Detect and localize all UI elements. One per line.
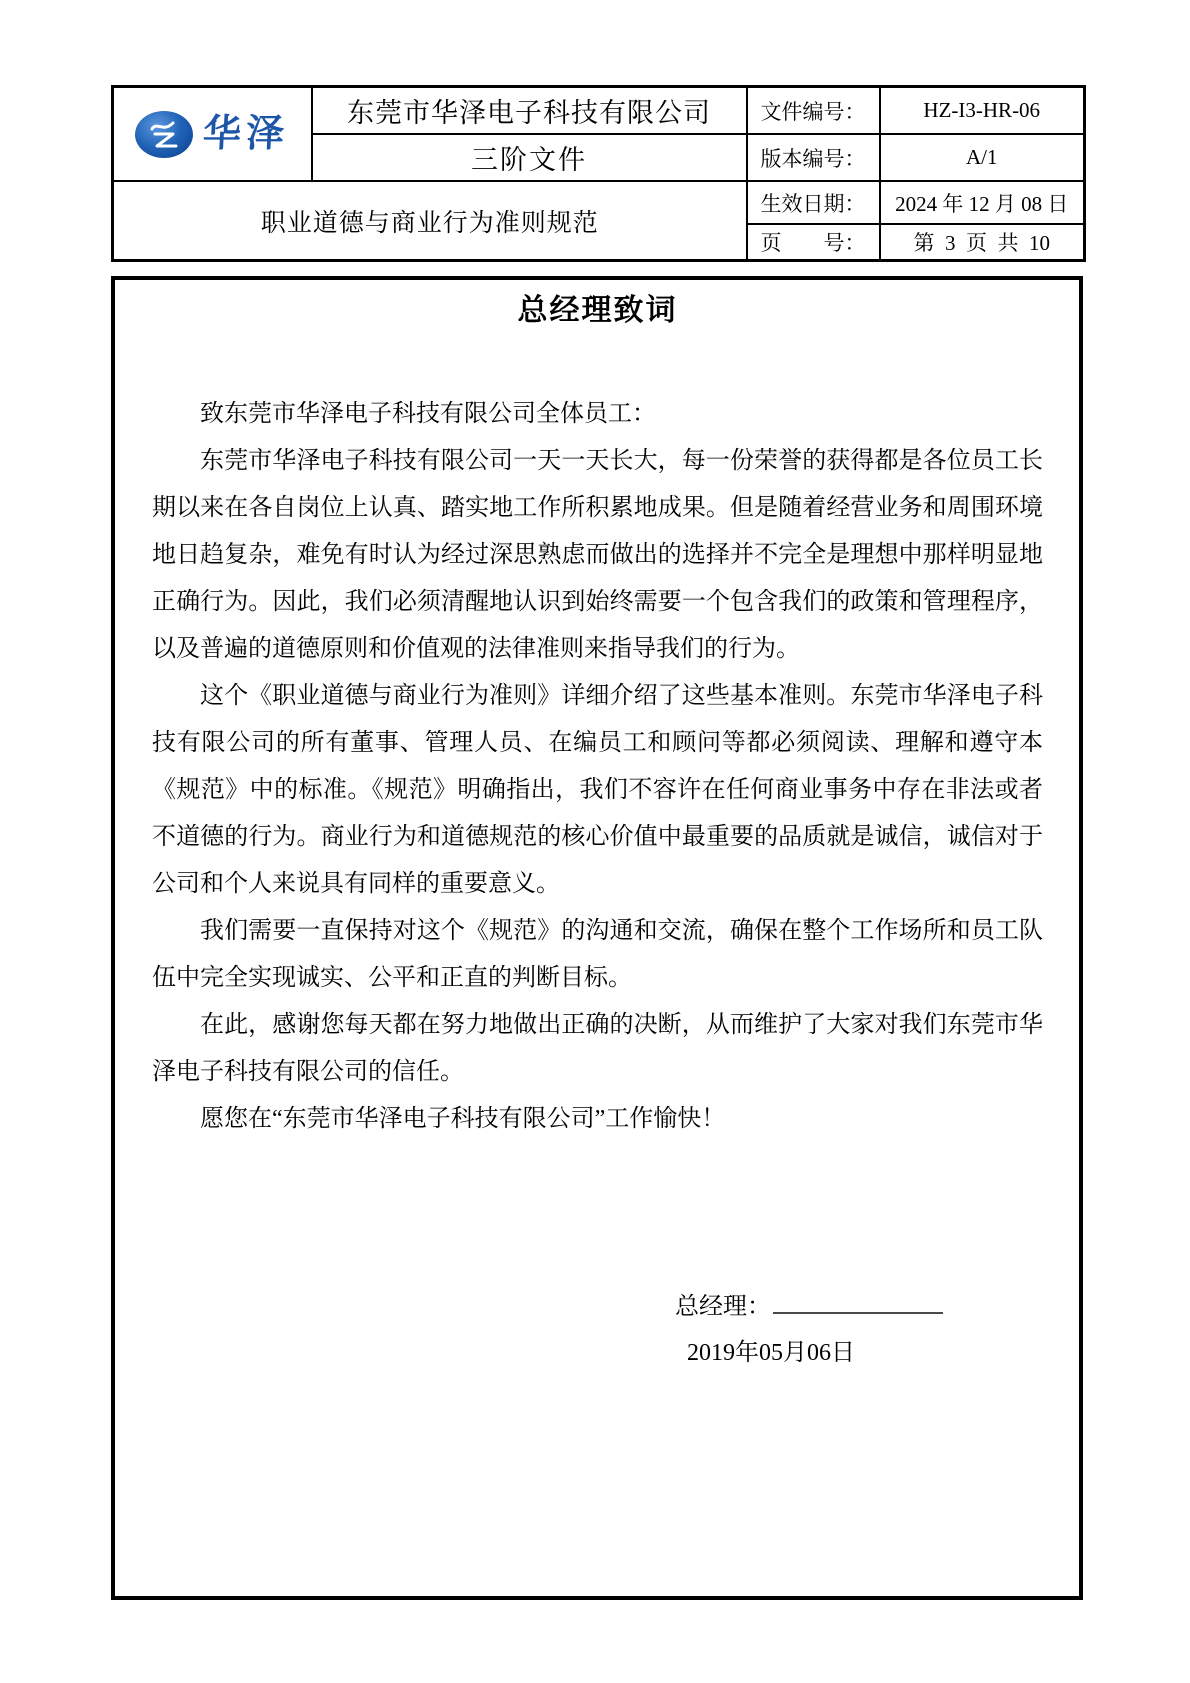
paragraph: 在此，感谢您每天都在努力地做出正确的决断，从而维护了大家对我们东莞市华泽电子科技有限公司的信任。 bbox=[152, 1012, 1043, 1085]
content-inner bbox=[115, 280, 1079, 1143]
salutation: 致东莞市华泽电子科技有限公司全体员工： bbox=[200, 401, 656, 427]
company-logo bbox=[114, 88, 311, 180]
page-number-label: 页 号： bbox=[747, 224, 880, 261]
doc-level: 三阶文件 bbox=[312, 134, 747, 181]
document-header-table bbox=[111, 85, 1086, 262]
effective-date-label: 生效日期： bbox=[747, 181, 880, 224]
version-value: A/1 bbox=[880, 134, 1085, 181]
paragraph: 东莞市华泽电子科技有限公司一天一天长大，每一份荣誉的获得都是各位员工长期以来在各自岗位上认真、踏实地工作所积累地成果。但是随着经营业务和周围环境地日趋复杂，难免有时认为经过深思熟虑而做出的选择并不完全是理想中那样明显地正确行为。因此，我们必须清醒地认识到始终需要一个包含我们的政策和管理程序，以及普遍的道德原则和价值观的法律准则来指导我们的行为。 bbox=[152, 448, 1043, 662]
version-label: 版本编号： bbox=[747, 134, 880, 181]
paragraph: 这个《职业道德与商业行为准则》详细介绍了这些基本准则。东莞市华泽电子科技有限公司的所有董事、管理人员、在编员工和顾问等都必须阅读、理解和遵守本《规范》中的标准。《规范》明确指出，我们不容许在任何商业事务中存在非法或者不道德的行为。商业行为和道德规范的核心价值中最重要的品质就是诚信，诚信对于公司和个人来说具有同样的重要意义。 bbox=[152, 683, 1043, 897]
signature-row bbox=[675, 1288, 943, 1322]
doc-number-value: HZ-I3-HR-06 bbox=[880, 87, 1085, 135]
huaze-monogram-icon bbox=[146, 119, 182, 149]
effective-date-value: 2024 年 12 月 08 日 bbox=[880, 181, 1085, 224]
doc-title: 职业道德与商业行为准则规范 bbox=[113, 181, 747, 261]
signature-label: 总经理： bbox=[675, 1294, 771, 1320]
page-title: 总经理致词 bbox=[517, 294, 678, 327]
document-content-box bbox=[111, 276, 1083, 1600]
logo-cell bbox=[113, 87, 312, 182]
huaze-logo-ellipse-icon bbox=[135, 111, 193, 158]
doc-number-label: 文件编号： bbox=[747, 87, 880, 135]
logo-brand-text: 华泽 bbox=[202, 113, 291, 155]
closing-line: 愿您在“东莞市华泽电子科技有限公司”工作愉快！ bbox=[200, 1106, 726, 1132]
company-name: 东莞市华泽电子科技有限公司 bbox=[312, 87, 747, 135]
page-number-value: 第 3 页 共 10 bbox=[880, 224, 1085, 261]
letter-body bbox=[152, 391, 1043, 1143]
paragraph: 我们需要一直保持对这个《规范》的沟通和交流，确保在整个工作场所和员工队伍中完全实现诚实、公平和正直的判断目标。 bbox=[152, 918, 1043, 991]
signature-line bbox=[773, 1288, 943, 1314]
signature-date: 2019年05月06日 bbox=[687, 1340, 855, 1366]
